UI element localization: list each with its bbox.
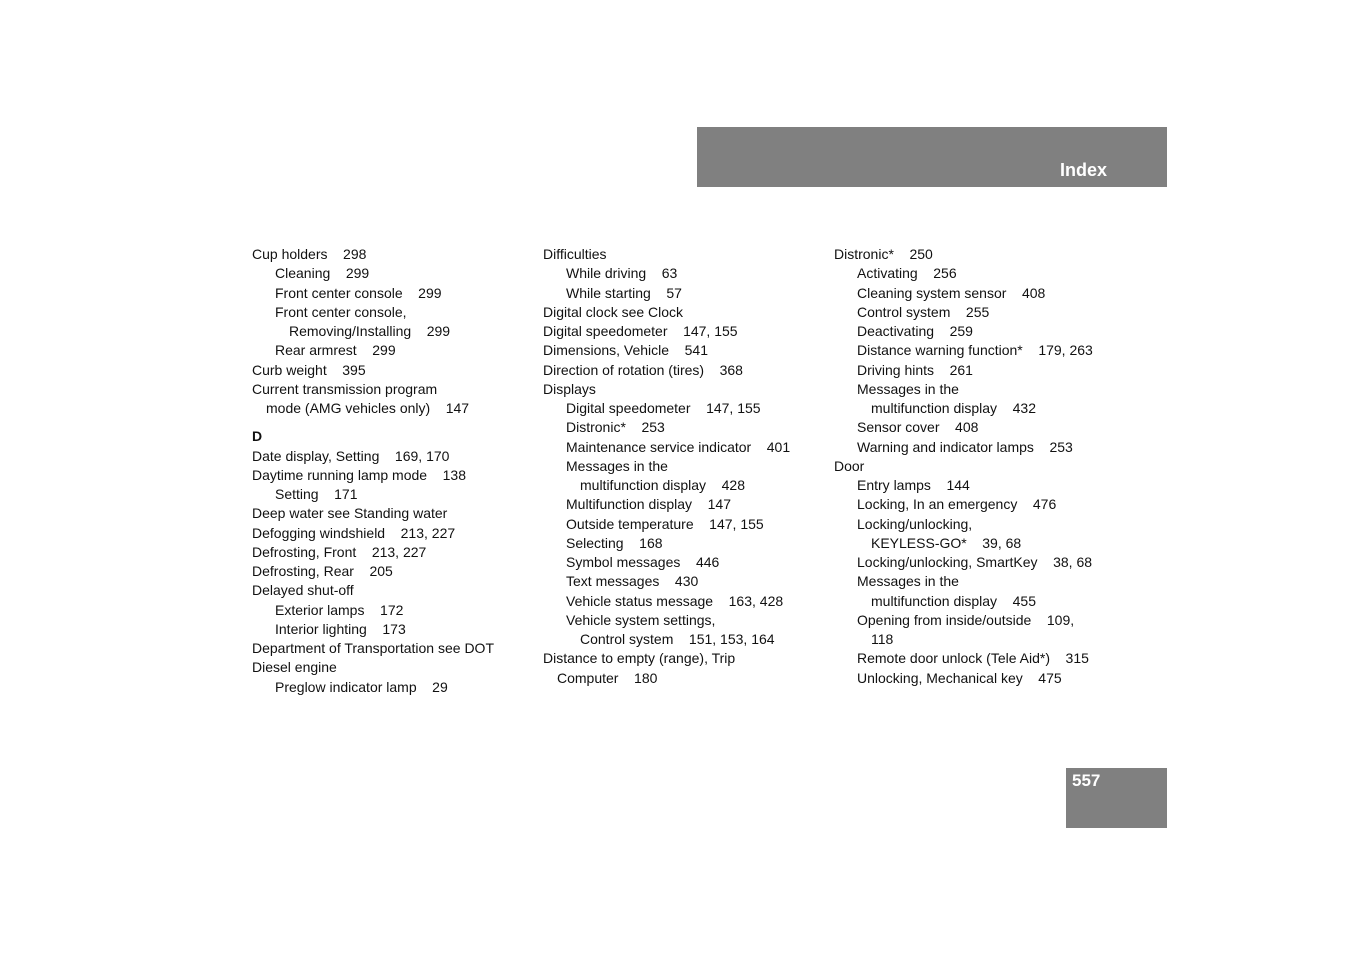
index-section-letter: D (252, 428, 263, 445)
index-subentry: Exterior lamps 172 (275, 601, 404, 618)
index-subentry: Symbol messages 446 (566, 554, 720, 570)
index-entry: Displays (543, 380, 596, 397)
index-subentry-continuation: 118 (871, 631, 894, 647)
index-subentry: Sensor cover 408 (857, 419, 979, 436)
index-subentry: Rear armrest 299 (275, 342, 396, 359)
index-subentry: Messages in the (857, 380, 959, 397)
index-column-2 (543, 245, 828, 688)
index-entry: Current transmission program (252, 380, 438, 397)
index-entry: Defogging windshield 213, 227 (252, 524, 456, 541)
index-subentry: Text messages 430 (566, 573, 699, 590)
index-entry: Defrosting, Front 213, 227 (252, 543, 427, 560)
index-entry: Digital clock see Clock (543, 303, 684, 320)
index-subentry: Locking/unlocking, (857, 515, 973, 532)
index-subentry: Warning and indicator lamps 253 (857, 438, 1073, 455)
index-subentry: Locking/unlocking, SmartKey 38, 68 (857, 554, 1093, 570)
index-subentry: Interior lighting 173 (275, 620, 406, 637)
page-number: 557 (1072, 771, 1101, 790)
index-subentry: While starting 57 (566, 284, 682, 301)
index-subentry-continuation: Control system 151, 153, 164 (580, 631, 775, 647)
index-entry: Daytime running lamp mode 138 (252, 466, 466, 483)
index-subentry: Cleaning system sensor 408 (857, 284, 1046, 301)
index-entry: Digital speedometer 147, 155 (543, 323, 738, 339)
index-subentry: Front center console 299 (275, 284, 442, 301)
index-subentry: Remote door unlock (Tele Aid*) 315 (857, 650, 1089, 667)
index-column-1 (252, 245, 537, 697)
index-subentry: Driving hints 261 (857, 361, 973, 378)
index-entry: Door (834, 457, 865, 474)
index-column-3 (834, 245, 1134, 688)
index-subentry: Opening from inside/outside 109, (857, 611, 1075, 628)
index-entry: Distance to empty (range), Trip (543, 650, 736, 667)
index-subentry: Outside temperature 147, 155 (566, 515, 764, 532)
index-subentry: Setting 171 (275, 486, 358, 502)
index-subentry: Selecting 168 (566, 534, 663, 551)
index-subentry: Preglow indicator lamp 29 (275, 678, 448, 695)
index-subentry: Vehicle status message 163, 428 (566, 592, 784, 609)
page-title: Index (1059, 160, 1107, 180)
index-subentry: Cleaning 299 (275, 265, 370, 282)
index-subentry: Digital speedometer 147, 155 (566, 400, 761, 416)
index-entry: Direction of rotation (tires) 368 (543, 361, 743, 378)
index-entry: Diesel engine (252, 659, 337, 676)
index-subentry: Messages in the (566, 457, 668, 474)
index-entry: Dimensions, Vehicle 541 (543, 342, 708, 359)
index-subentry: Unlocking, Mechanical key 475 (857, 669, 1062, 686)
page-number-box (1066, 768, 1167, 828)
header-bar (697, 127, 1167, 187)
index-entry: Distronic* 250 (834, 246, 933, 262)
index-subentry: Messages in the (857, 573, 959, 590)
index-subentry: Vehicle system settings, (566, 611, 716, 628)
index-subentry-continuation: multifunction display 432 (871, 400, 1036, 416)
index-subentry-continuation: multifunction display 428 (580, 477, 745, 493)
index-subentry-continuation: multifunction display 455 (871, 592, 1036, 609)
index-entry: Delayed shut-off (252, 582, 354, 599)
index-entry: Deep water see Standing water (252, 505, 448, 522)
index-entry: Date display, Setting 169, 170 (252, 447, 450, 464)
index-subentry: Entry lamps 144 (857, 477, 970, 493)
index-subentry: Activating 256 (857, 265, 957, 282)
index-subentry: Maintenance service indicator 401 (566, 438, 791, 455)
index-subentry: Locking, In an emergency 476 (857, 496, 1057, 513)
index-entry-continuation: mode (AMG vehicles only) 147 (266, 400, 470, 416)
index-entry: Curb weight 395 (252, 361, 366, 378)
index-subentry: Control system 255 (857, 303, 990, 320)
index-subentry-continuation: Removing/Installing 299 (289, 323, 451, 339)
index-subentry: While driving 63 (566, 265, 678, 282)
index-entry-continuation: Computer 180 (557, 669, 658, 686)
index-subentry: Front center console, (275, 303, 407, 320)
index-entry: Defrosting, Rear 205 (252, 563, 393, 579)
index-subentry: Distronic* 253 (566, 419, 665, 436)
index-subentry: Distance warning function* 179, 263 (857, 342, 1093, 359)
index-subentry: Deactivating 259 (857, 323, 973, 339)
index-subentry: Multifunction display 147 (566, 496, 731, 513)
index-entry: Cup holders 298 (252, 246, 367, 262)
index-entry: Difficulties (543, 246, 607, 262)
index-entry: Department of Transportation see DOT (252, 640, 494, 656)
index-subentry-continuation: KEYLESS-GO* 39, 68 (871, 534, 1022, 551)
